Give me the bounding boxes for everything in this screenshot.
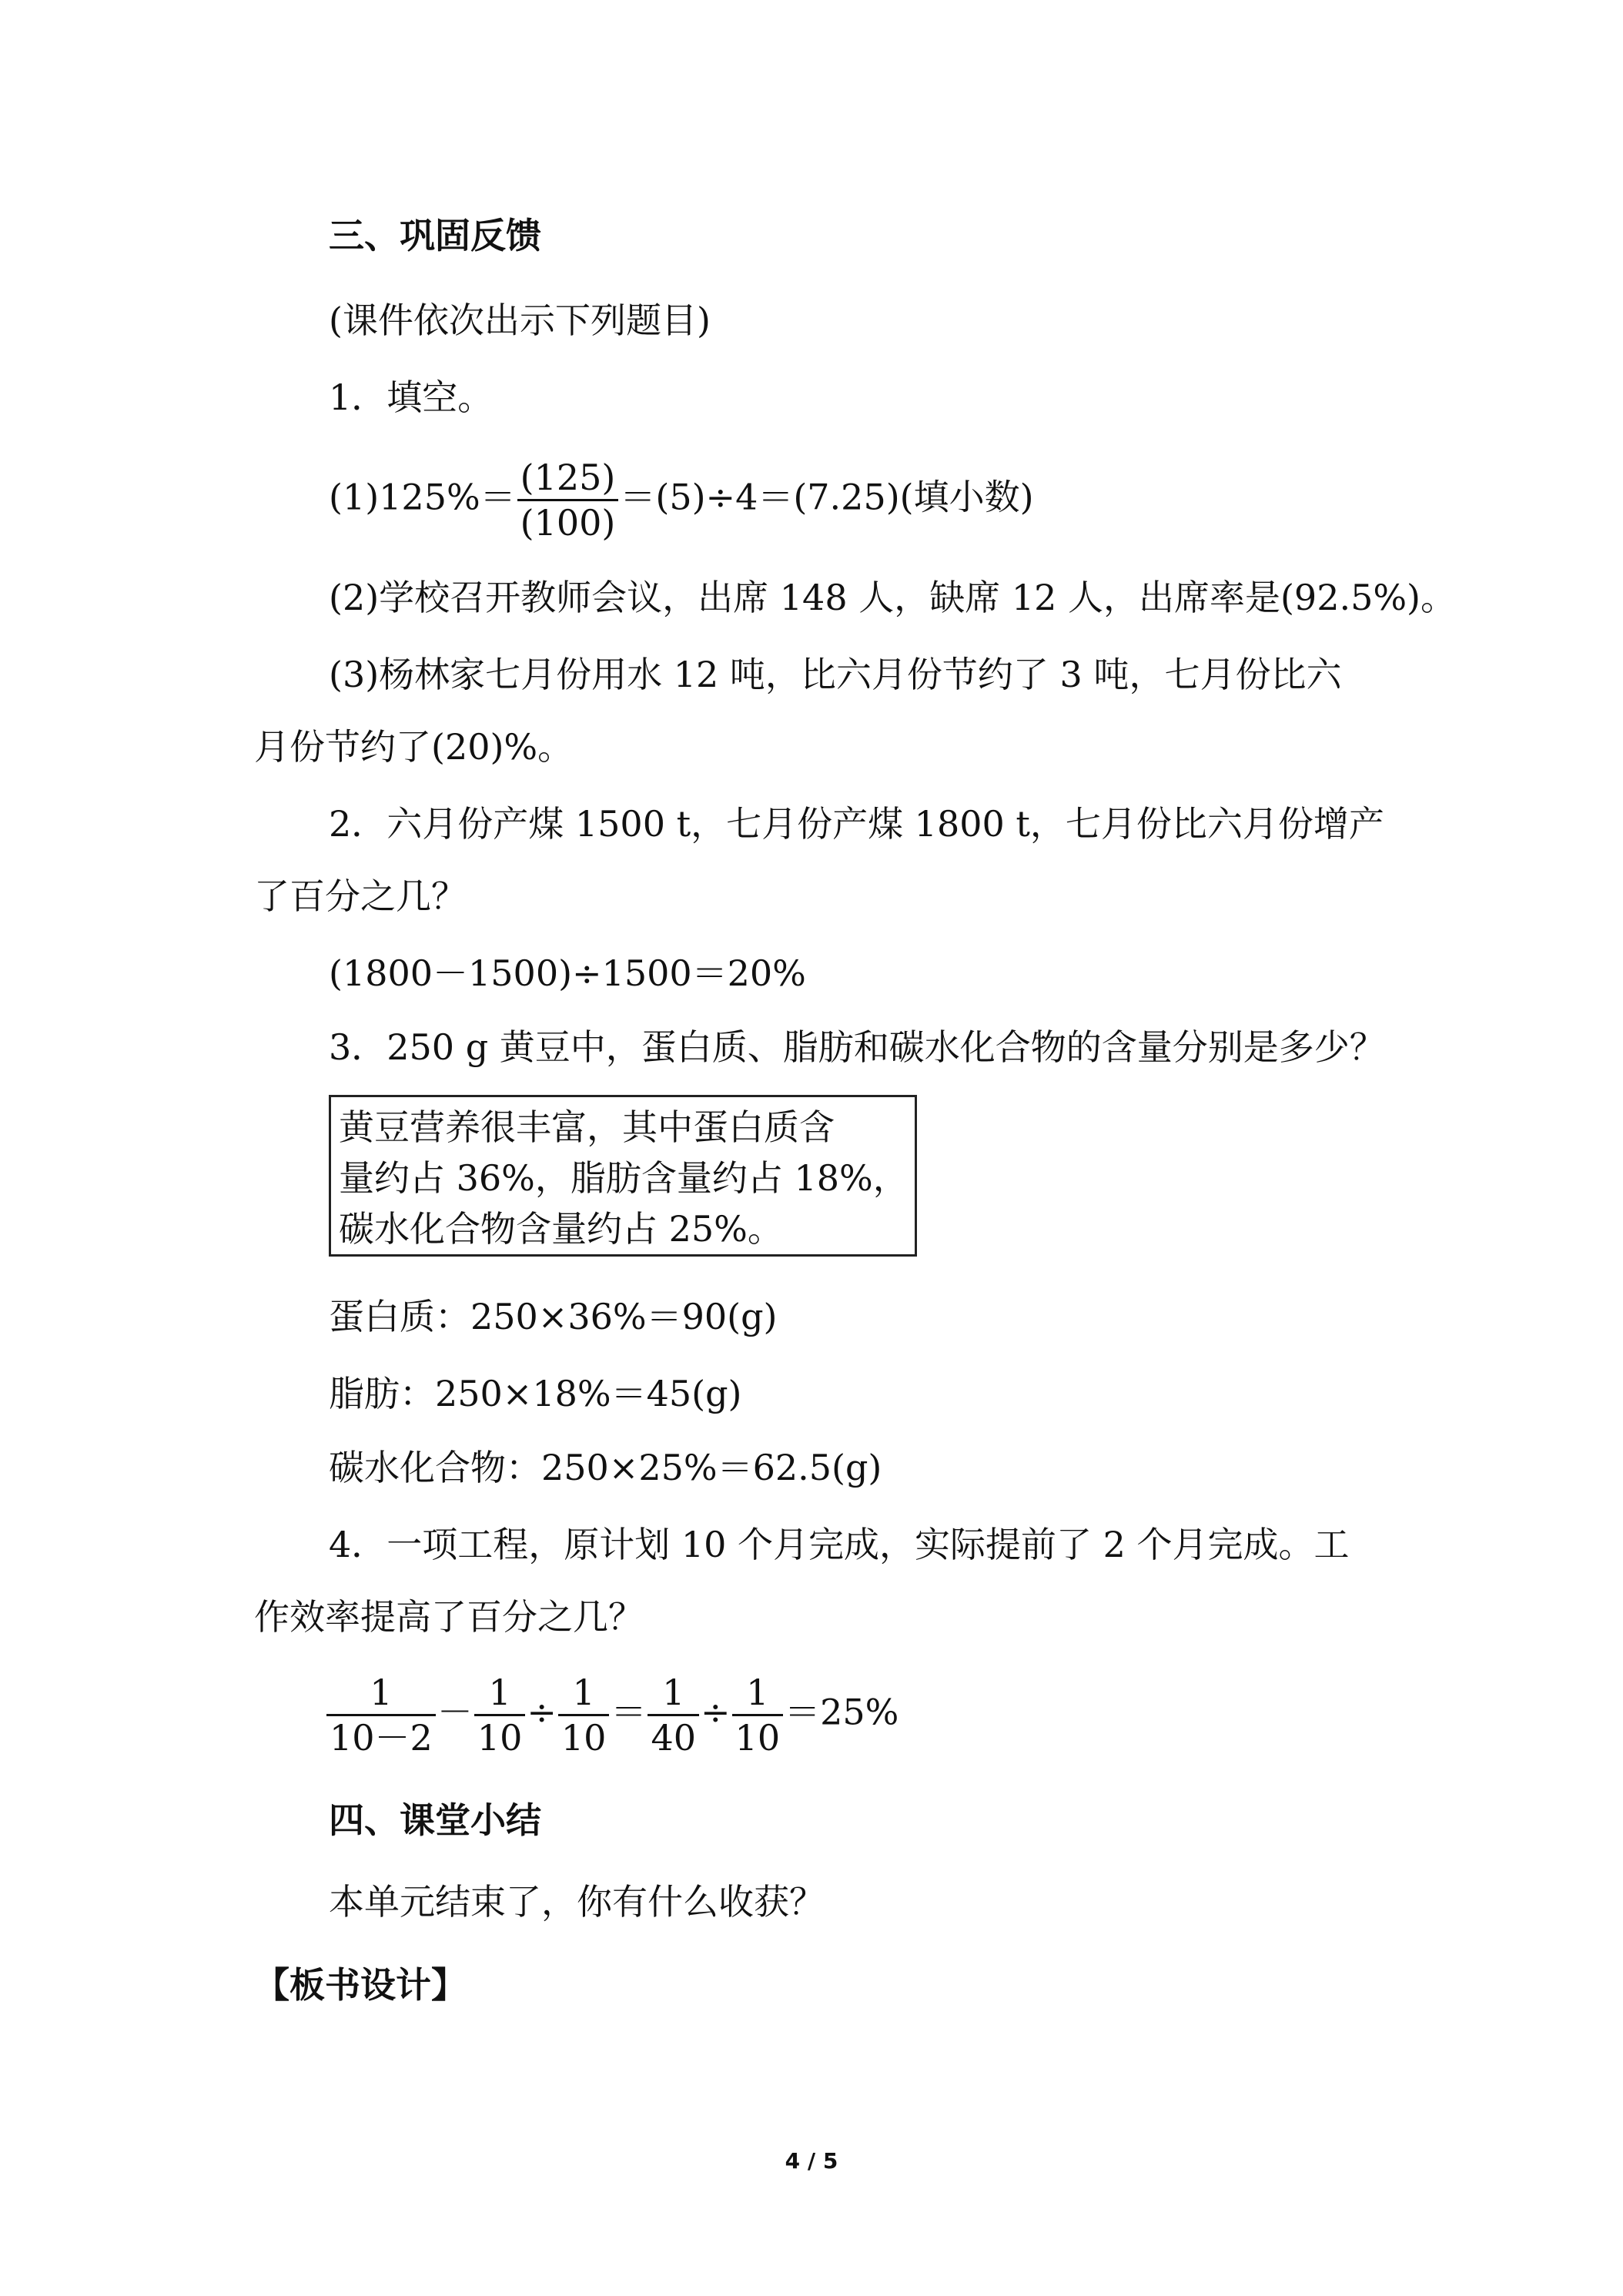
formula-operator: －: [437, 1691, 473, 1733]
question-3: 3．250 g 黄豆中，蛋白质、脂肪和碳水化合物的含量分别是多少？: [329, 1026, 1385, 1068]
fraction-numerator: 1: [648, 1671, 699, 1716]
q1-1-fraction: [517, 456, 619, 544]
formula-fraction-3: [558, 1671, 610, 1759]
section-4-title: 四、课堂小结: [329, 1799, 541, 1841]
question-1-2: (2)学校召开教师会议，出席 148 人，缺席 12 人，出席率是(92.5%)。: [329, 577, 1457, 618]
carbohydrate-answer: 碳水化合物：250×25%＝62.5(g): [329, 1447, 882, 1488]
question-1-1: [329, 456, 1034, 544]
fraction-numerator: 1: [558, 1671, 610, 1716]
fraction-numerator: 1: [732, 1671, 784, 1716]
question-4-formula: [325, 1671, 899, 1759]
question-4-line-2: 作效率提高了百分之几？: [254, 1596, 644, 1638]
fraction-denominator: 40: [651, 1717, 696, 1759]
fraction-denominator: 10－2: [330, 1717, 433, 1759]
question-1-title: 1．填空。: [329, 377, 494, 418]
section-4-body: 本单元结束了，你有什么收获？: [329, 1881, 825, 1923]
question-2-answer: (1800－1500)÷1500＝20%: [329, 952, 806, 994]
fraction-denominator: (100): [520, 502, 616, 544]
q1-1-prefix: (1)125%＝: [329, 476, 516, 518]
question-2-line-1: 2．六月份产煤 1500 t，七月份产煤 1800 t，七月份比六月份增产: [329, 803, 1384, 845]
section-3-title: 三、巩固反馈: [329, 215, 541, 256]
nutrition-box-line-1: 黄豆营养很丰富，其中蛋白质含: [339, 1106, 835, 1148]
fraction-denominator: 10: [735, 1717, 781, 1759]
formula-fraction-5: [732, 1671, 784, 1759]
nutrition-box-line-2: 量约占 36%，脂肪含量约占 18%，: [339, 1157, 909, 1199]
formula-operator: ÷: [527, 1691, 557, 1733]
formula-fraction-1: [326, 1671, 436, 1759]
question-4-line-1: 4．一项工程，原计划 10 个月完成，实际提前了 2 个月完成。工: [329, 1524, 1350, 1565]
formula-operator: ＝: [611, 1691, 647, 1733]
question-1-3-line-2: 月份节约了(20)%。: [254, 726, 574, 768]
section-3-intro: (课件依次出示下列题目): [329, 300, 711, 341]
fraction-numerator: 1: [326, 1671, 436, 1716]
formula-operator: ÷: [701, 1691, 731, 1733]
formula-result: ＝25%: [785, 1691, 899, 1733]
nutrition-box-line-3: 碳水化合物含量约占 25%。: [339, 1208, 783, 1250]
board-design-heading: 【板书设计】: [254, 1964, 467, 2006]
question-2-line-2: 了百分之几？: [254, 875, 467, 917]
fraction-numerator: 1: [474, 1671, 526, 1716]
formula-fraction-2: [474, 1671, 526, 1759]
page-number: 4 / 5: [785, 2148, 838, 2174]
fraction-denominator: 10: [477, 1717, 523, 1759]
protein-answer: 蛋白质：250×36%＝90(g): [329, 1296, 778, 1337]
question-1-3-line-1: (3)杨林家七月份用水 12 吨，比六月份节约了 3 吨，七月份比六: [329, 654, 1342, 695]
formula-fraction-4: [648, 1671, 699, 1759]
fraction-denominator: 10: [561, 1717, 607, 1759]
fraction-numerator: (125): [517, 456, 619, 501]
fat-answer: 脂肪：250×18%＝45(g): [329, 1373, 742, 1414]
q1-1-suffix: ＝(5)÷4＝(7.25)(填小数): [620, 476, 1034, 518]
